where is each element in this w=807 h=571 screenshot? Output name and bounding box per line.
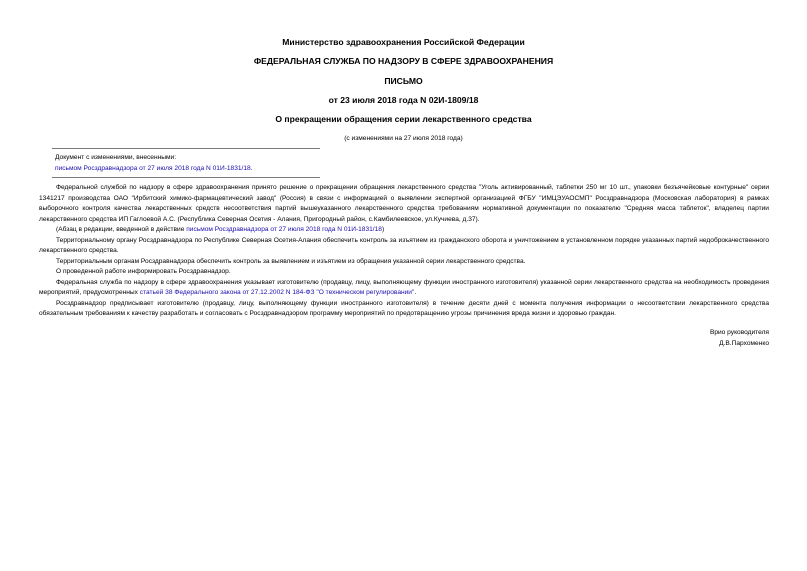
paragraph-inform: О проведенной работе информировать Росздравнадзор.	[56, 268, 231, 275]
doc-date-number: от 23 июля 2018 года N 02И-1809/18	[328, 95, 479, 105]
ministry-title: Министерство здравоохранения Российской Федерации	[282, 37, 525, 47]
paragraph-territorial-north-ossetia: Территориальному органу Росздравнадзора по Республике Северная Осетия-Алания обеспечить контроль за изъятием из гражданского оборота и уничтожением в установленном порядке указанных партий недоброкачественного лекарственного средства.	[39, 236, 769, 254]
signature-name: Д.В.Пархоменко	[719, 340, 769, 347]
doc-subject: О прекращении обращения серии лекарственного средства	[275, 114, 532, 124]
changes-link-line	[55, 164, 253, 174]
law-article-link[interactable]: статьей 38 Федерального закона от 27.12.2002 N 184-ФЗ "О техническом регулировании"	[139, 289, 415, 296]
changes-link-suffix: .	[250, 165, 253, 172]
letter-body	[39, 183, 769, 320]
changes-top-rule	[52, 148, 320, 149]
changes-label: Документ с изменениями, внесенными:	[55, 154, 177, 161]
paragraph-territorial-bodies: Территориальным органам Росздравнадзора обеспечить контроль за выявлением и изъятием из обращения указанной серии лекарственного средства.	[56, 257, 526, 265]
revision-note: (с изменениями на 27 июля 2018 года)	[344, 135, 463, 142]
paragraph-manufacturer-measures: Федеральная служба по надзору в сфере здравоохранения указывает изготовителю (продавцу, лицу, выполняющему функции иностранного изготовителя) указанной серии лекарственного средства на необходимость проведения мероприятий, предусмотренных статьей 38 Федерального закона от 27.12.2002 N 184-ФЗ "О техническом регулировании".	[39, 278, 769, 296]
changes-bottom-rule	[52, 177, 320, 178]
service-title: ФЕДЕРАЛЬНАЯ СЛУЖБА ПО НАДЗОРУ В СФЕРЕ ЗДРАВООХРАНЕНИЯ	[253, 56, 554, 66]
changes-link[interactable]: письмом Росздравнадзора от 27 июля 2018 года N 01И-1831/18	[55, 165, 251, 172]
paragraph-program: Росздравнадзор предписывает изготовителю (продавцу, лицу, выполняющему функции иностранного изготовителя) в течение десяти дней с момента получения информации о несоответствии лекарственного средства обязательным требованиям к качеству разработать и согласовать с Росздравнадзором программу мероприятий по предотвращению угрозы причинения вреда жизни и здоровью граждан.	[39, 299, 769, 317]
doc-type-title: ПИСЬМО	[384, 76, 423, 86]
signature-position: Врио руководителя	[709, 329, 769, 336]
paragraph-edit-note: (Абзац в редакции, введенной в действие письмом Росздравнадзора от 27 июля 2018 года N 01И-1831/18)	[56, 226, 385, 233]
edit-note-link[interactable]: письмом Росздравнадзора от 27 июля 2018 года N 01И-1831/18	[186, 226, 382, 233]
paragraph-decision: Федеральной службой по надзору в сфере здравоохранения принято решение о прекращении обращения лекарственного средства "Уголь активированный, таблетки 250 мг 10 шт., упаковки безъячейковые контурные" серии 1341217 производства ОАО "Ирбитский химико-фармацевтический завод" (Россия) в связи с информацией о выявлении экспертной организацией ФГБУ "ИМЦЭУАОСМП" Росздравнадзора (Московская лаборатория) в рамках выборочного контроля качества лекарственных средств несоответствия партий вышеуказанного лекарственного средства требованиям нормативной документации по показателю "Средняя масса таблеток", владелец партии лекарственного средства ИП Гаглоевой А.С. (Республика Северная Осетия - Алания, Пригородный район, с.Камбилеевское, ул.Кучиева, д.37).	[39, 184, 769, 223]
